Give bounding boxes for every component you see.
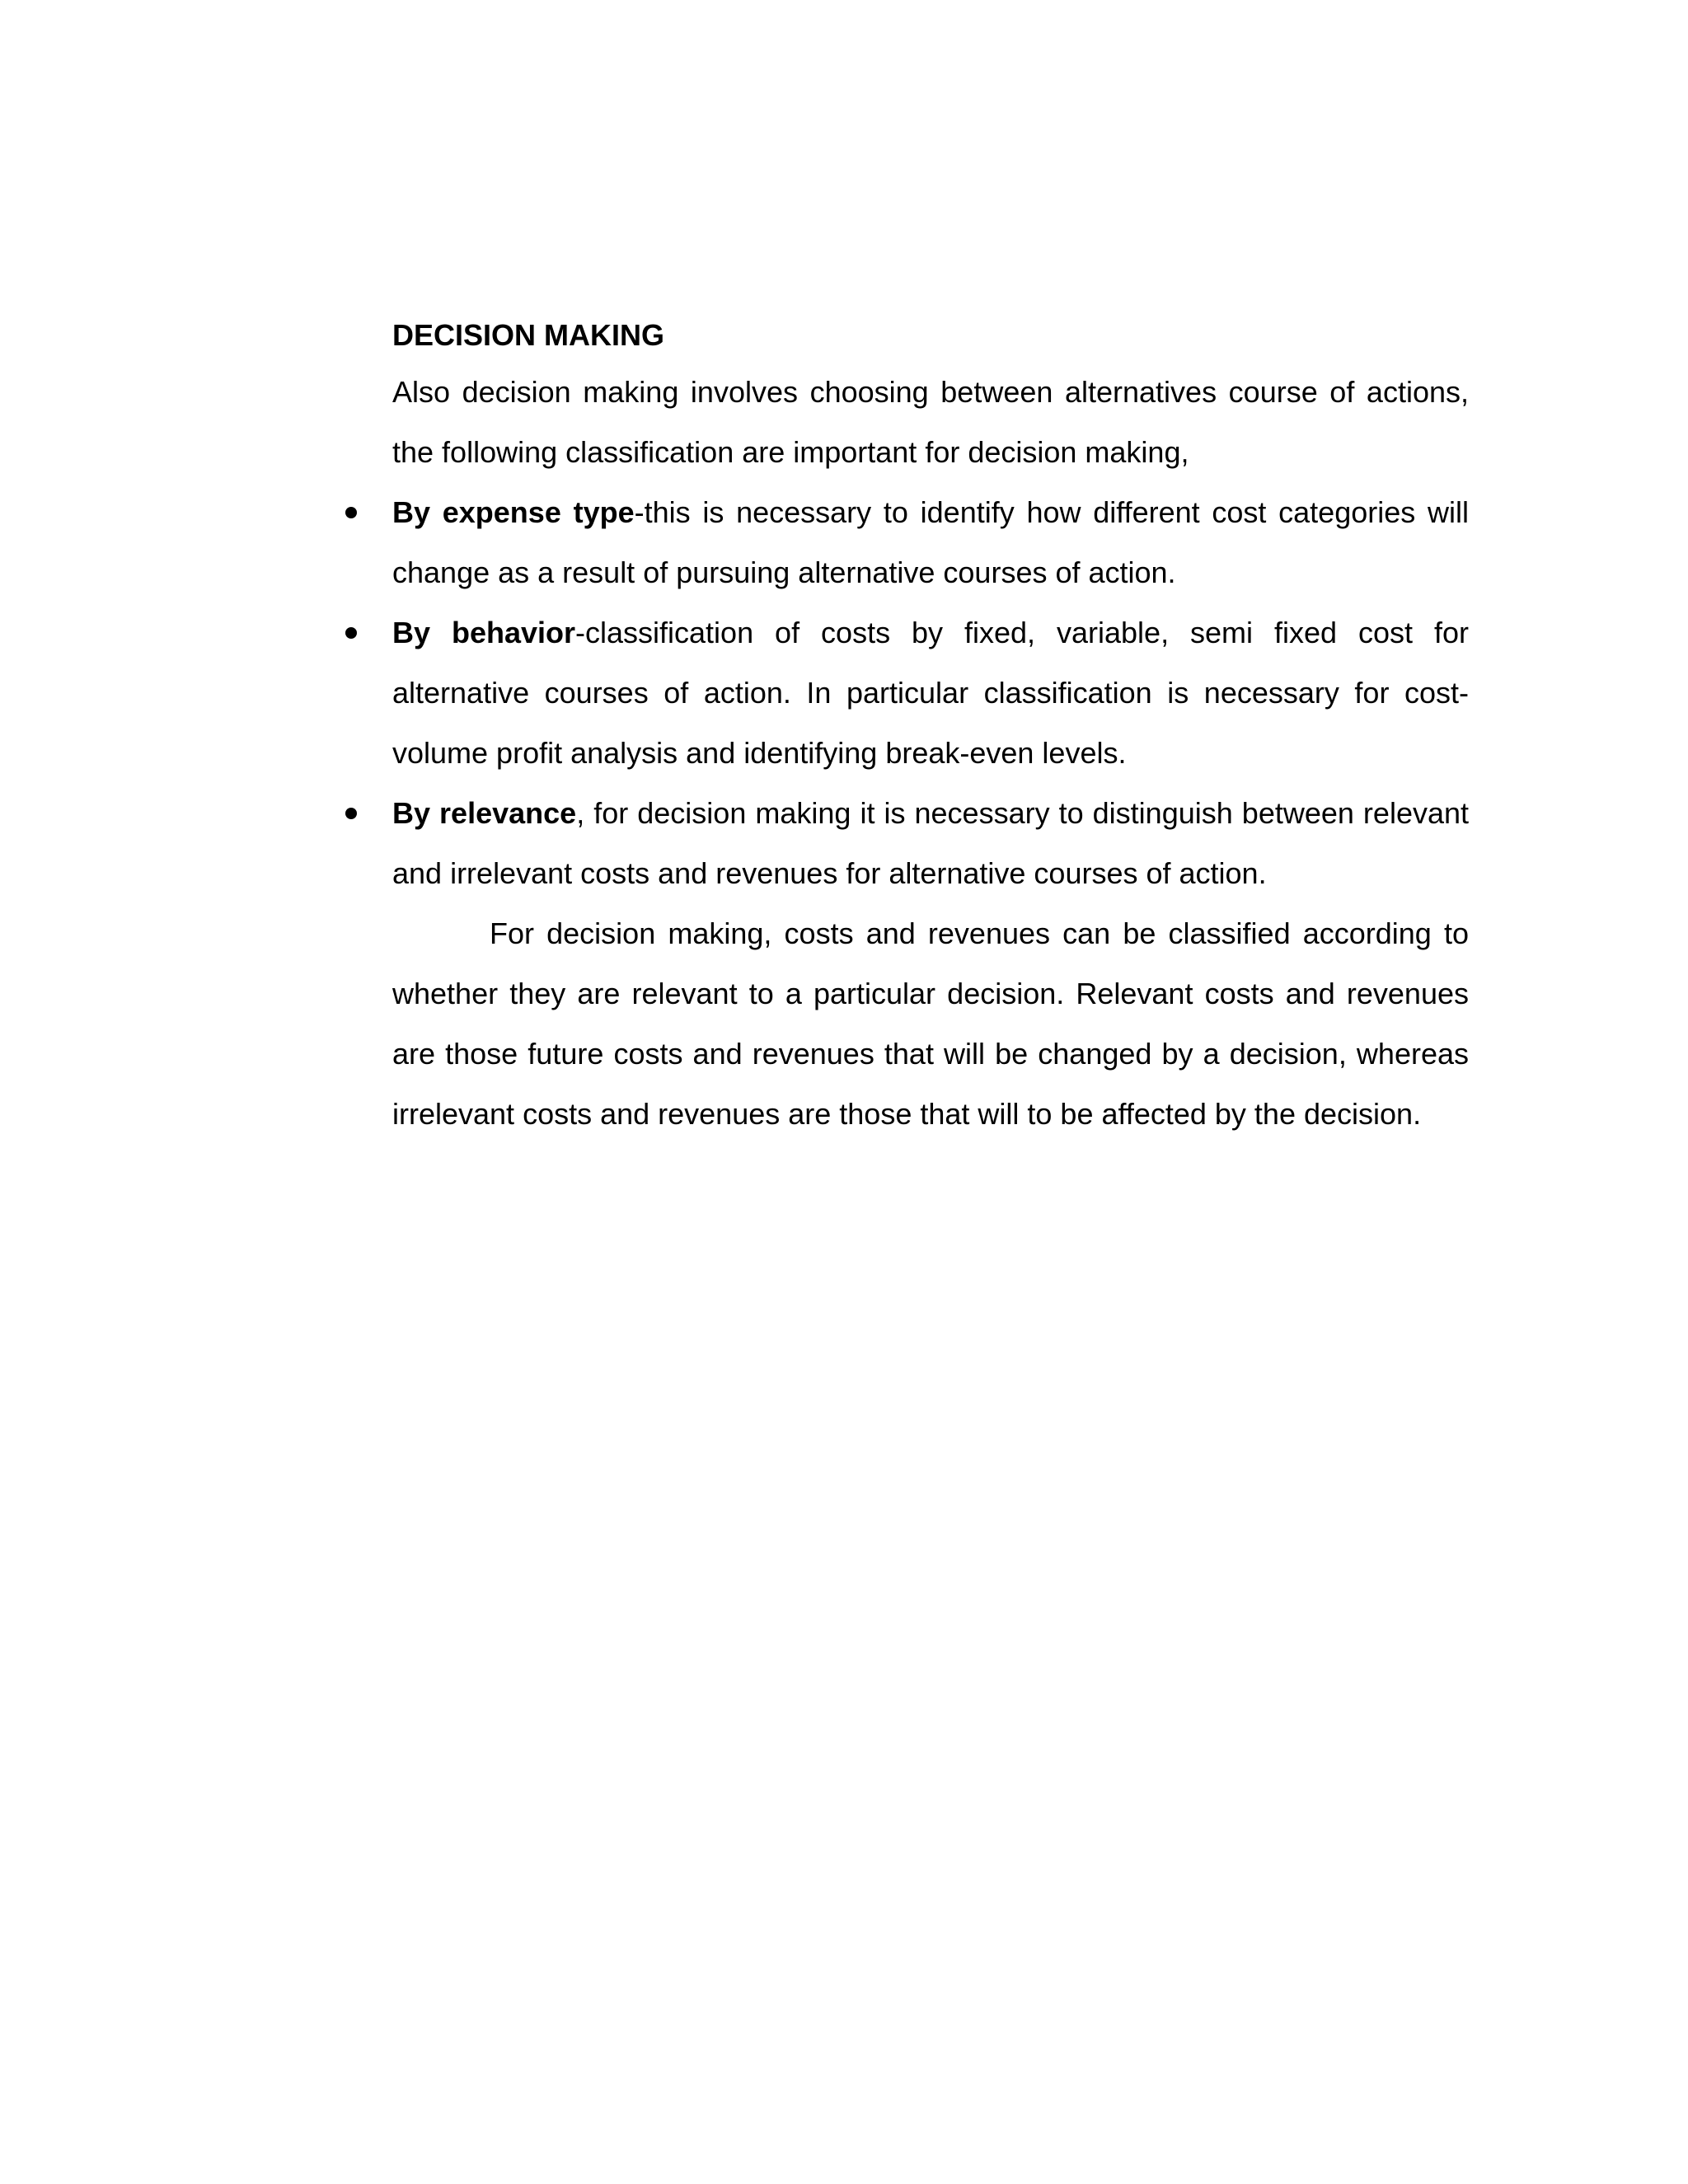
list-item-expense-type [392, 482, 1469, 602]
list-item-behavior [392, 602, 1469, 783]
bullet-icon [345, 627, 357, 639]
bullet-text: -classification of costs by fixed, variable, semi fixed cost for alternative courses of action. In particular classification is necessary for cost-volume profit analysis and identifying break-even levels. [392, 616, 1469, 770]
closing-paragraph: For decision making, costs and revenues can be classified according to whether they are relevant to a particular decision. Relevant costs and revenues are those future costs and revenues that will be changed by a decision, whereas irrelevant costs and revenues are those that will to be affected by the decision. [392, 916, 1469, 1131]
bullet-text: , for decision making it is necessary to distinguish between relevant and irrelevant costs and revenues for alternative courses of action. [392, 796, 1470, 890]
bullet-icon [345, 808, 357, 819]
classification-list [392, 482, 1469, 903]
bullet-term: By behavior [392, 616, 576, 649]
bullet-term: By expense type [392, 495, 635, 529]
bullet-term: By relevance [392, 796, 577, 830]
bullet-text: -this is necessary to identify how different cost categories will change as a result of pursuing alternative courses of action. [392, 495, 1469, 589]
document-body [392, 309, 1469, 1144]
intro-paragraph: Also decision making involves choosing between alternatives course of actions, the following classification are important for decision making, [392, 375, 1469, 469]
section-heading: DECISION MAKING [392, 318, 665, 352]
bullet-icon [345, 507, 357, 518]
list-item-relevance [392, 783, 1469, 903]
